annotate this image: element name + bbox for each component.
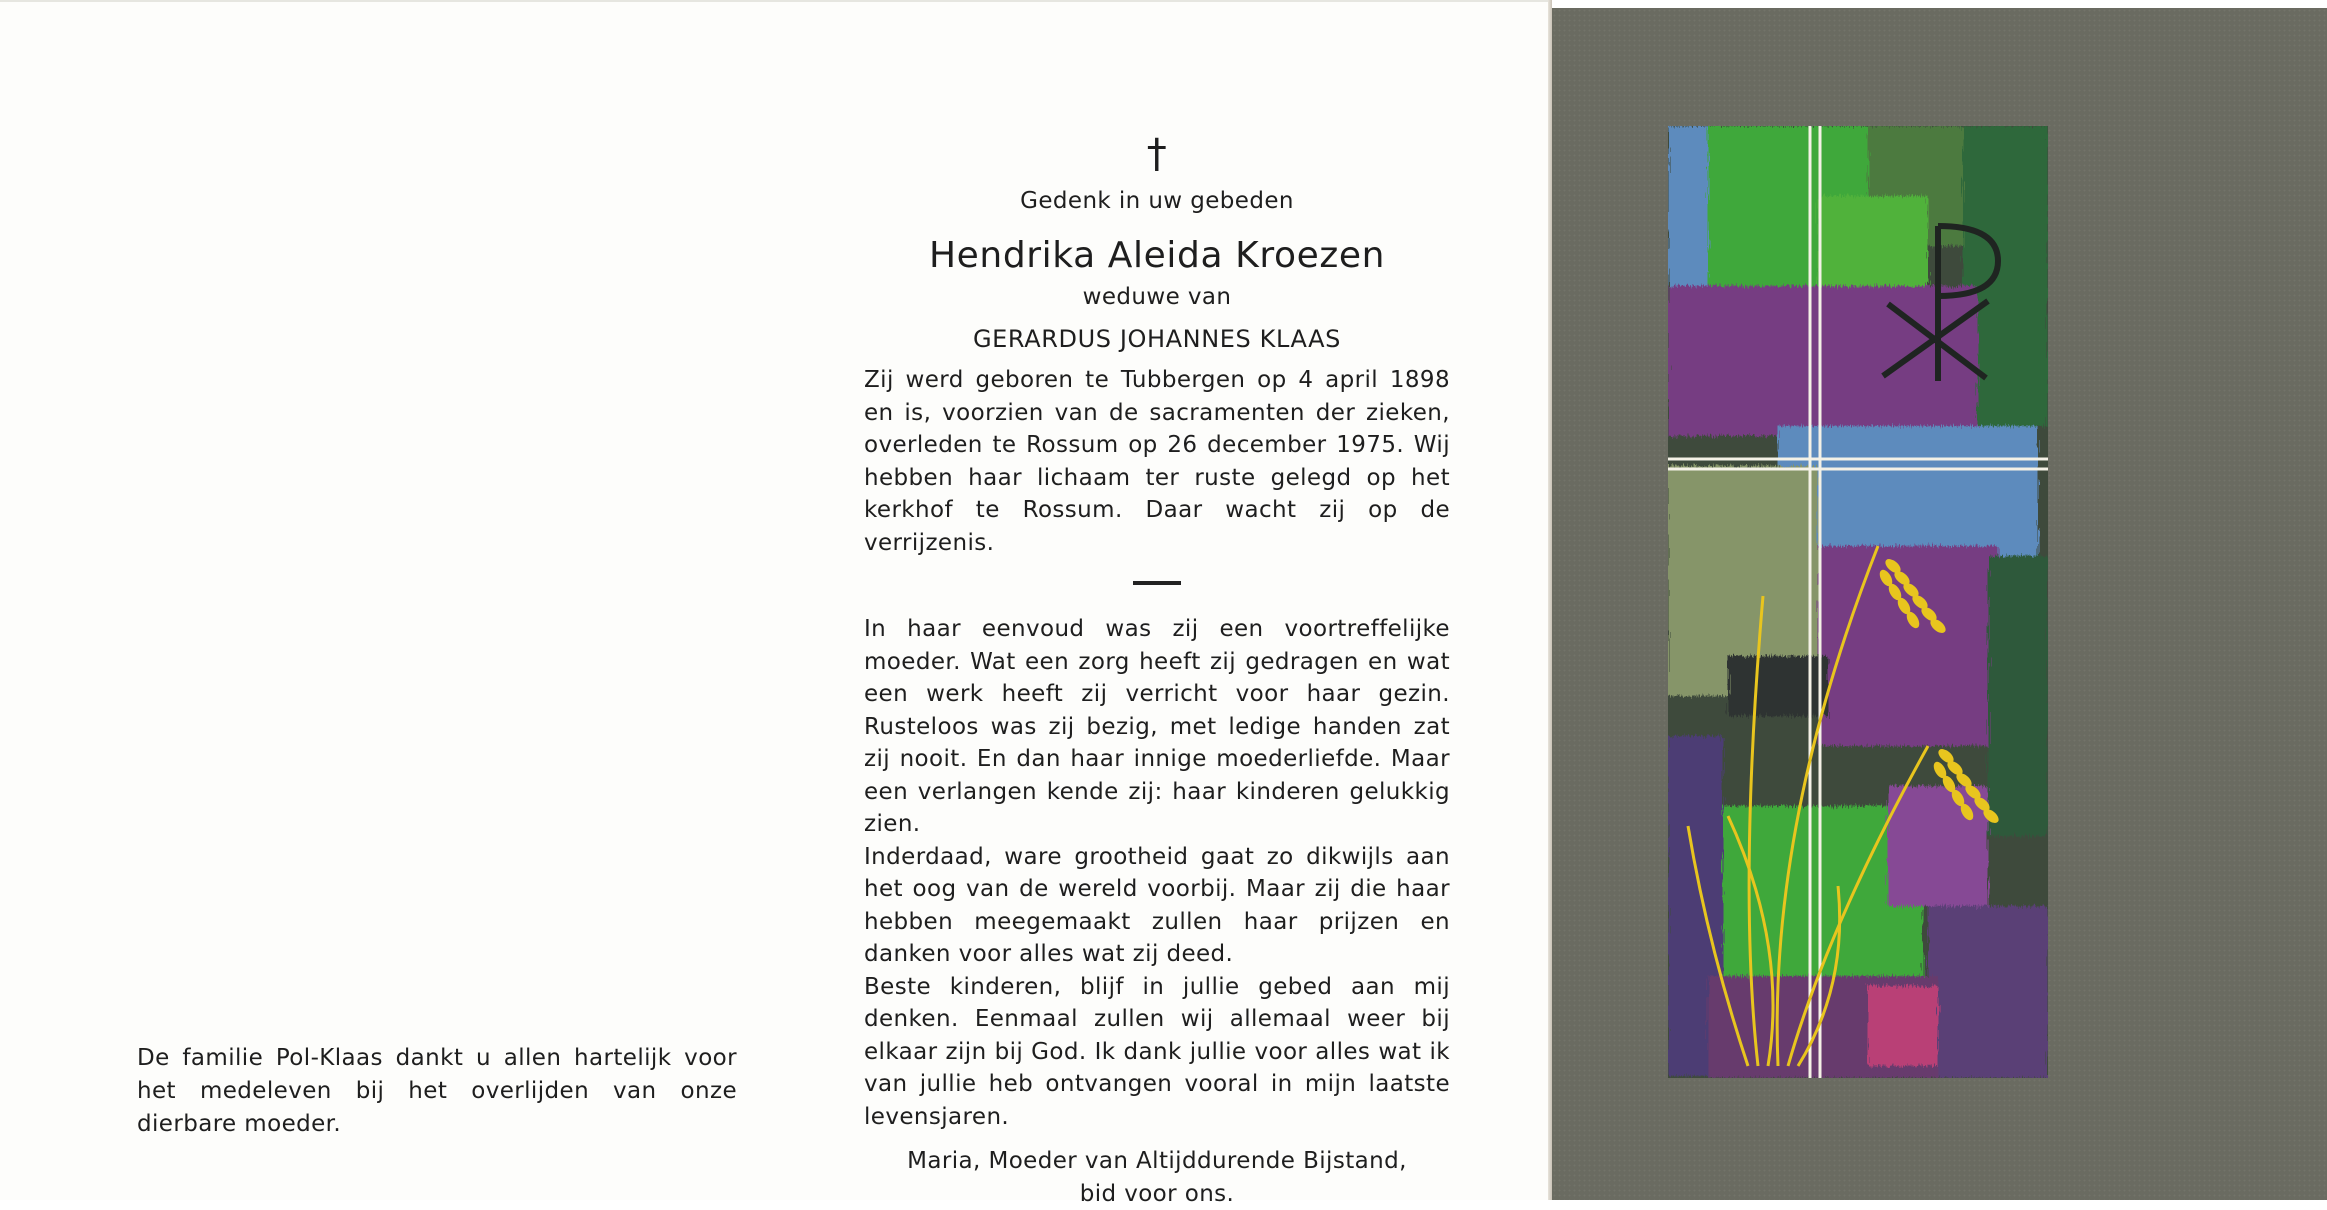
husband-name: GERARDUS JOHANNES KLAAS: [864, 322, 1450, 356]
deceased-name: Hendrika Aleida Kroezen: [864, 234, 1450, 278]
prayer-line-2: bid voor ons.: [864, 1178, 1450, 1210]
intro-line: Gedenk in uw gebeden: [864, 186, 1450, 216]
family-thanks-text: De familie Pol-Klaas dankt u allen hartelijk voor het medeleven bij het overlijden van onze dierbare moeder.: [137, 1042, 737, 1141]
memorial-text-column: [864, 132, 1450, 1210]
chi-rho-cross-wheat-icon: [1668, 126, 2048, 1078]
widow-of-line: weduwe van: [864, 282, 1450, 312]
tribute-paragraph-1: In haar eenvoud was zij een voortreffelijke moeder. Wat een zorg heeft zij gedragen en wat een werk heeft zij verricht voor haar gezin. Rusteloos was zij bezig, met ledige handen zat zij nooit. En dan haar innige moederliefde. Maar een verlangen kende zij: haar kinderen gelukkig zien.: [864, 613, 1450, 841]
tribute-paragraph-2: Inderdaad, ware grootheid gaat zo dikwijls aan het oog van de wereld voorbij. Maar zij die haar hebben meegemaakt zullen haar prijzen en danken voor alles wat zij deed.: [864, 841, 1450, 971]
tribute-paragraph-3: Beste kinderen, blijf in jullie gebed aan mij denken. Eenmaal zullen wij allemaal weer bij elkaar zijn bij God. Ik dank jullie voor alles wat ik van jullie heb ontvangen vooral in mijn laatste levensjaren.: [864, 971, 1450, 1134]
prayer-line-1: Maria, Moeder van Altijddurende Bijstand,: [864, 1145, 1450, 1178]
divider: [1133, 581, 1181, 585]
cross-icon: †: [864, 132, 1450, 176]
card-cover: [1552, 8, 2327, 1200]
biography-paragraph: Zij werd geboren te Tubbergen op 4 april 1898 en is, voorzien van de sacramenten der zieken, overleden te Rossum op 26 december 1975. Wij hebben haar lichaam ter ruste gelegd op het kerkhof te Rossum. Daar wacht zij op de verrijzenis.: [864, 364, 1450, 559]
